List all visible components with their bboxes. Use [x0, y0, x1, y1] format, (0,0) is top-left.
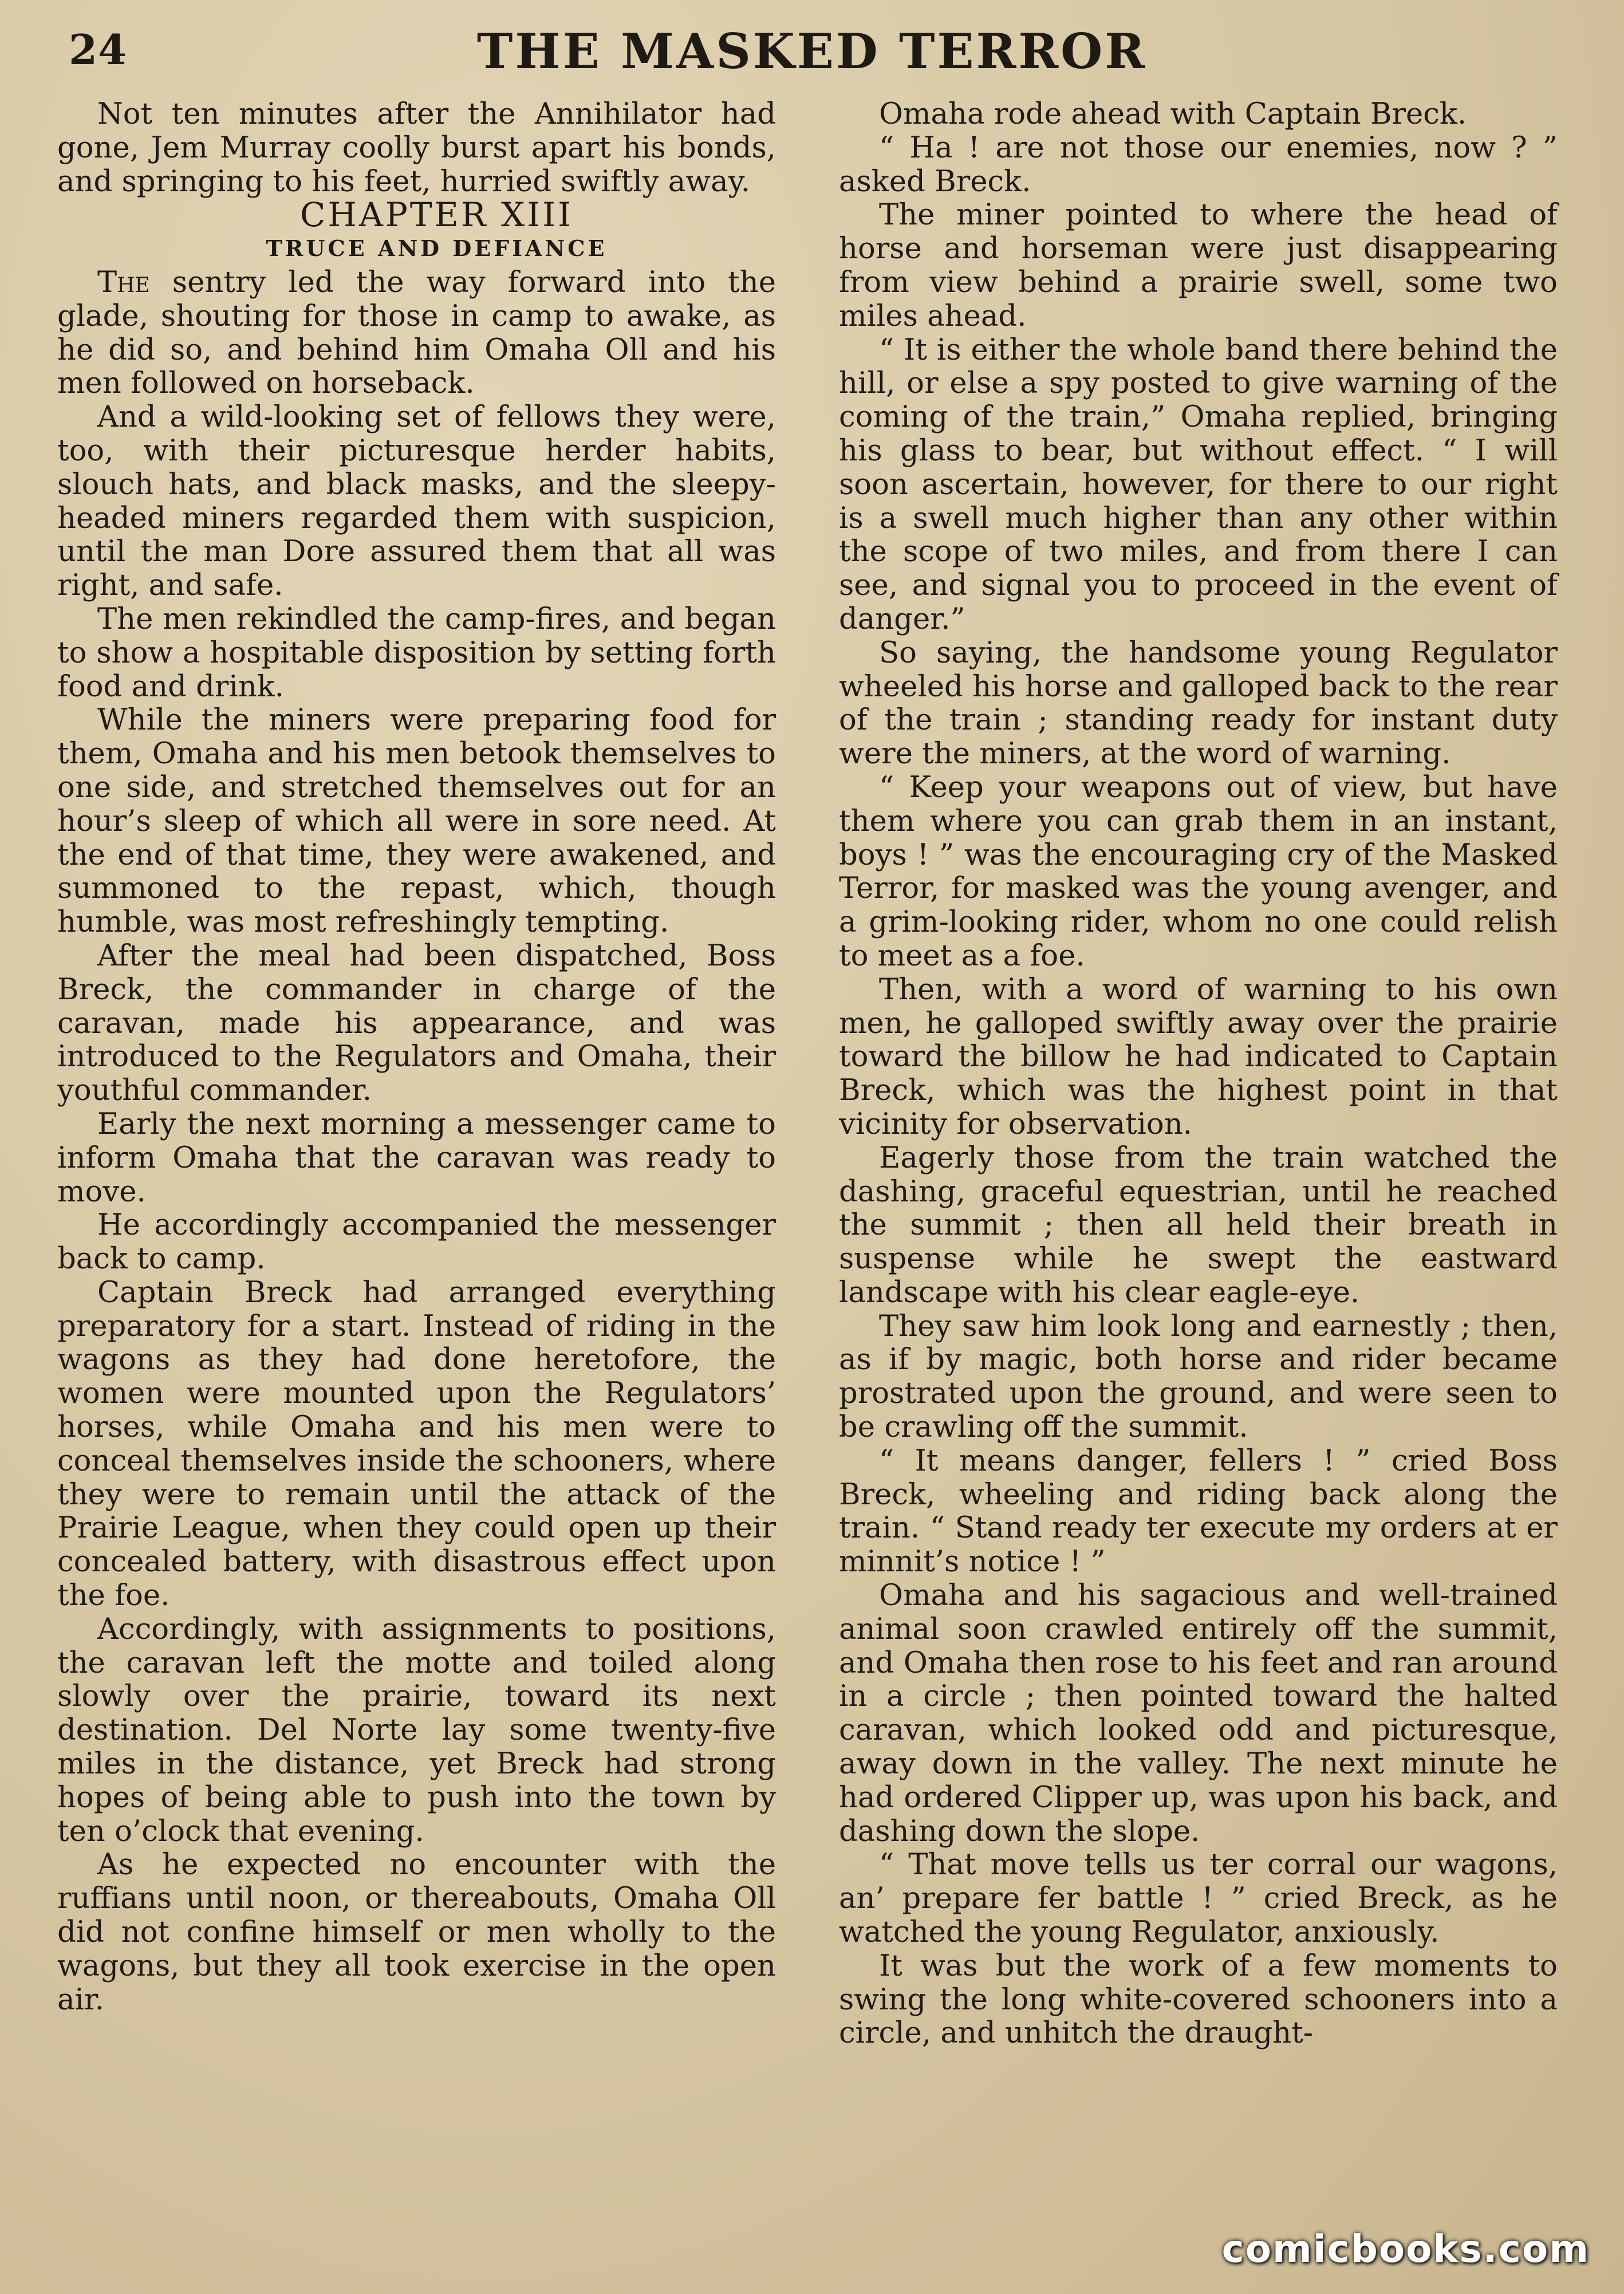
paragraph: Captain Breck had arranged everything preparatory for a start. Instead of riding in the wagons as they had done heretofore, the women were mounted upon the Regulators’ horses, while Omaha and his men were to conceal themselves inside the schooners, where they were to remain until the attack of the Prairie League, when they could open up their concealed battery, with disastrous effect upon the foe. — [57, 1275, 776, 1613]
paragraph: “ It is either the whole band there behind the hill, or else a spy posted to give warning of the coming of the train,” Omaha replied, bringing his glass to bear, but without effect. “ I will soon ascertain, however, for there to our right is a swell much higher than any other within the scope of two miles, and from there I can see, and signal you to proceed in the event of danger.” — [839, 332, 1558, 636]
paragraph: Omaha rode ahead with Captain Breck. — [879, 97, 1467, 131]
paragraph: They saw him look long and earnestly ; then, as if by magic, both horse and rider became prostrated upon the ground, and were seen to be crawling off the summit. — [839, 1308, 1558, 1445]
paragraph — [57, 266, 776, 400]
paragraph: Eagerly those from the train watched the dashing, graceful equestrian, until he reached the summit ; then all held their breath in suspense while he swept the eastward landscape with his clear eagle-eye. — [839, 1140, 1558, 1310]
left-column — [57, 97, 776, 2016]
page-number: 24 — [69, 25, 128, 74]
paragraph: “ Ha ! are not those our enemies, now ? ” asked Breck. — [839, 130, 1558, 199]
paragraph: “ It means danger, fellers ! ” cried Boss Breck, wheeling and riding back along the train. “ Stand ready ter execute my orders at er minnit’s notice ! ” — [839, 1443, 1558, 1579]
paragraph: Then, with a word of warning to his own men, he galloped swiftly away over the prairie toward the billow he had indicated to Captain Breck, which was the highest point in that vicinity for observation. — [839, 972, 1558, 1141]
running-title: THE MASKED TERROR — [476, 23, 1148, 80]
watermark: comicbooks.com — [1221, 2227, 1590, 2271]
paragraph: And a wild-looking set of fellows they were, too, with their picturesque herder habits, slouch hats, and black masks, and the sleepy-headed miners regarded them with suspicion, until the man Dore assured them that all was right, and safe. — [57, 400, 776, 603]
paragraph: So saying, the handsome young Regulator wheeled his horse and galloped back to the rear of the train ; standing ready for instant duty were the miners, at the word of warning. — [839, 635, 1558, 771]
paragraph-text: sentry led the way forward into the glade, shouting for those in camp to awake, as he did so, and behind him Omaha Oll and his men followed on horseback. — [57, 265, 776, 401]
chapter-title: CHAPTER XIII — [299, 195, 574, 235]
paragraph: While the miners were preparing food for them, Omaha and his men betook themselves to one side, and stretched themselves out for an hour’s sleep of which all were in sore need. At the end of that time, they were awakened, and summoned to the repast, which, though humble, was most refreshingly tempting. — [57, 703, 776, 940]
opening-word: The — [97, 265, 150, 299]
chapter-subtitle: TRUCE AND DEFIANCE — [266, 235, 608, 262]
paragraph: Accordingly, with assignments to positions, the caravan left the motte and toiled along slowly over the prairie, toward its next destination. Del Norte lay some twenty-five miles in the distance, yet Breck had strong hopes of being able to push into the town by ten o’clock that evening. — [57, 1611, 776, 1848]
paragraph: Not ten minutes after the Annihilator had gone, Jem Murray coolly burst apart his bonds, and springing to his feet, hurried swiftly away. — [57, 97, 776, 199]
paragraph: As he expected no encounter with the ruffians until noon, or thereabouts, Omaha Oll did not confine himself or men wholly to the wagons, but they all took exercise in the open air. — [57, 1847, 776, 2017]
paragraph: Omaha and his sagacious and well-trained animal soon crawled entirely off the summit, and Omaha then rose to his feet and ran around in a circle ; then pointed toward the halted caravan, which looked odd and picturesque, away down in the valley. The next minute he had ordered Clipper up, was upon his back, and dashing down the slope. — [839, 1578, 1558, 1848]
paragraph: The miner pointed to where the head of horse and horseman were just disappearing from view behind a prairie swell, some two miles ahead. — [839, 198, 1558, 333]
paragraph: It was but the work of a few moments to swing the long white-covered schooners into a circle, and unhitch the draught- — [839, 1948, 1558, 2051]
paragraph: Early the next morning a messenger came to inform Omaha that the caravan was ready to move. — [57, 1106, 776, 1209]
paragraph: “ That move tells us ter corral our wagons, an’ prepare fer battle ! ” cried Breck, as he watched the young Regulator, anxiously. — [839, 1847, 1558, 1950]
paragraph: After the meal had been dispatched, Boss Breck, the commander in charge of the caravan, made his appearance, and was introduced to the Regulators and Omaha, their youthful commander. — [57, 938, 776, 1108]
paragraph: The men rekindled the camp-fires, and began to show a hospitable disposition by setting forth food and drink. — [57, 601, 776, 704]
page-header — [0, 17, 1624, 86]
paragraph: He accordingly accompanied the messenger back to camp. — [57, 1208, 776, 1276]
right-column — [839, 97, 1558, 2050]
paragraph: “ Keep your weapons out of view, but have them where you can grab them in an instant, boys ! ” was the encouraging cry of the Masked Terror, for masked was the young avenger, and a grim-looking rider, whom no one could relish to meet as a foe. — [839, 770, 1558, 973]
